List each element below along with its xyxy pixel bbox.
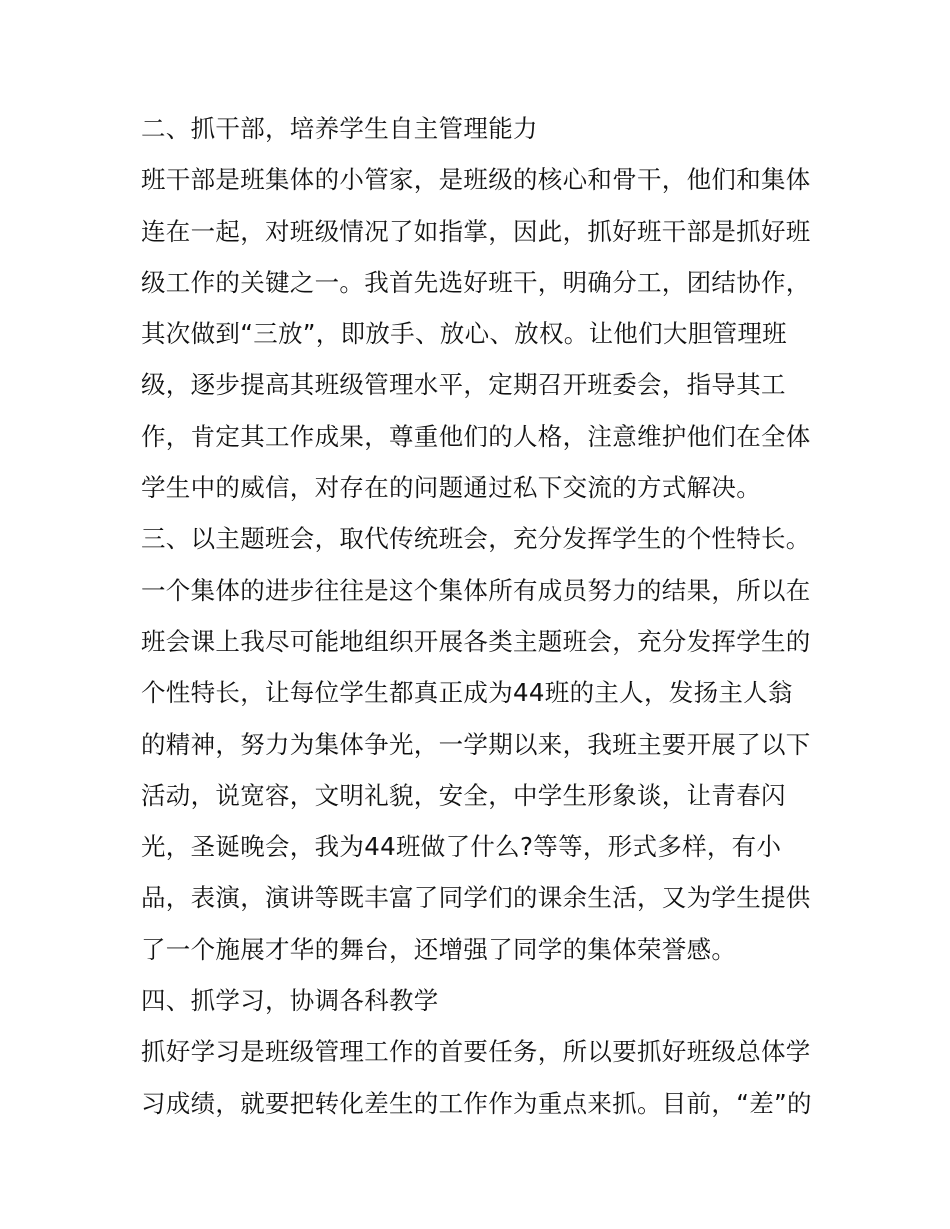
body-line: 级，逐步提高其班级管理水平，定期召开班委会，指导其工 (141, 370, 786, 400)
body-line: 一个集体的进步往往是这个集体所有成员努力的结果，所以在 (141, 575, 811, 605)
body-line: 习成绩，就要把转化差生的工作作为重点来抓。目前，“差”的 (141, 1088, 812, 1118)
body-line: 个性特长，让每位学生都真正成为44班的主人，发扬主人翁 (141, 678, 793, 708)
body-line: 光，圣诞晚会，我为44班做了什么?等等，形式多样，有小 (141, 832, 782, 862)
document-body (141, 108, 831, 1134)
body-line: 活动，说宽容，文明礼貌，安全，中学生形象谈，让青春闪 (141, 780, 786, 810)
body-line: 了一个施展才华的舞台，还增强了同学的集体荣誉感。 (141, 934, 737, 964)
body-line: 级工作的关键之一。我首先选好班干，明确分工，团结协作， (141, 267, 811, 297)
body-line: 品，表演，演讲等既丰富了同学们的课余生活，又为学生提供 (141, 883, 811, 913)
section-heading-2: 二、抓干部，培养学生自主管理能力 (141, 114, 538, 143)
body-line: 的精神，努力为集体争光，一学期以来，我班主要开展了以下 (141, 729, 811, 759)
body-line: 抓好学习是班级管理工作的首要任务，所以要抓好班级总体学 (141, 1037, 811, 1067)
body-line: 班干部是班集体的小管家，是班级的核心和骨干，他们和集体 (141, 165, 811, 195)
body-line: 班会课上我尽可能地组织开展各类主题班会，充分发挥学生的 (141, 626, 811, 656)
body-line: 其次做到“三放”，即放手、放心、放权。让他们大胆管理班 (141, 319, 787, 349)
body-line: 作，肯定其工作成果，尊重他们的人格，注意维护他们在全体 (141, 421, 811, 451)
section-heading-3: 三、以主题班会，取代传统班会，充分发挥学生的个性特长。 (141, 524, 811, 554)
section-heading-4: 四、抓学习，协调各科教学 (141, 986, 439, 1016)
body-line: 学生中的威信，对存在的问题通过私下交流的方式解决。 (141, 473, 761, 503)
body-line: 连在一起，对班级情况了如指掌，因此，抓好班干部是抓好班 (141, 216, 811, 246)
